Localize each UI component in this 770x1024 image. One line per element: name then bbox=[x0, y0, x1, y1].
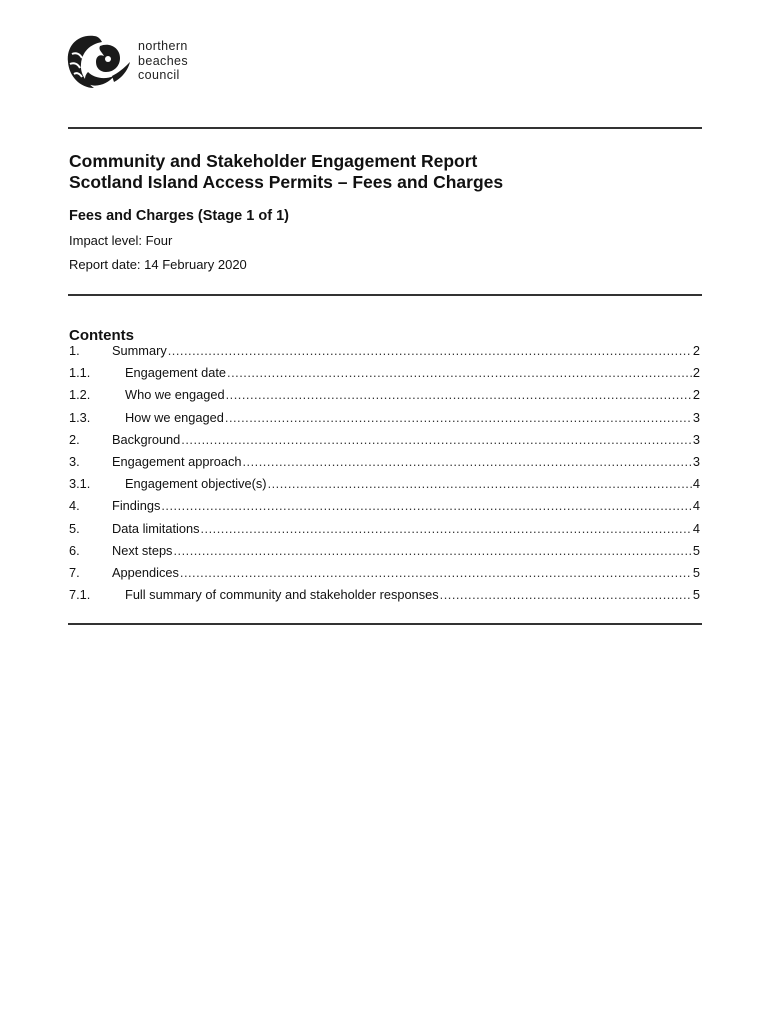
toc-dot-leader bbox=[200, 521, 691, 537]
toc-dot-leader bbox=[226, 387, 692, 403]
toc-entry-page-number: 3 bbox=[692, 431, 700, 447]
toc-entry-number: 7.1. bbox=[69, 587, 91, 603]
toc-entry[interactable] bbox=[69, 521, 700, 543]
toc-entry-label: Background bbox=[112, 431, 181, 447]
toc-entry-label: Engagement approach bbox=[112, 453, 242, 469]
toc-entry[interactable] bbox=[69, 476, 700, 498]
top-divider bbox=[68, 127, 702, 129]
toc-entry-label: Full summary of community and stakeholder responses bbox=[125, 587, 439, 603]
toc-dot-leader bbox=[161, 498, 692, 514]
toc-entry-label: Data limitations bbox=[112, 520, 200, 536]
toc-entry-number: 4. bbox=[69, 498, 80, 514]
logo-line: northern bbox=[138, 39, 188, 53]
logo-line: beaches bbox=[138, 53, 189, 68]
toc-dot-leader bbox=[440, 587, 692, 603]
toc-entry-label: Findings bbox=[112, 498, 161, 514]
toc-entry-number: 3. bbox=[69, 453, 80, 469]
toc-entry-page-number: 2 bbox=[692, 387, 700, 403]
council-emblem-icon bbox=[64, 32, 134, 92]
toc-dot-leader bbox=[225, 410, 692, 426]
impact-level: Impact level: Four bbox=[69, 233, 173, 248]
logo-line: council bbox=[138, 68, 180, 82]
toc-entry-page-number: 5 bbox=[692, 564, 700, 580]
middle-divider bbox=[68, 294, 702, 296]
contents-heading: Contents bbox=[69, 327, 134, 344]
toc-entry[interactable] bbox=[69, 454, 700, 476]
logo-wordmark bbox=[138, 39, 188, 83]
toc-dot-leader bbox=[173, 543, 691, 559]
toc-entry[interactable] bbox=[69, 565, 700, 587]
toc-entry[interactable] bbox=[69, 343, 700, 365]
report-title-line-2: Scotland Island Access Permits – Fees and Charges bbox=[69, 172, 504, 192]
toc-entry-label: Engagement date bbox=[125, 365, 227, 381]
toc-entry-label: Next steps bbox=[112, 542, 173, 558]
toc-entry-number: 1. bbox=[69, 343, 80, 358]
toc-entry[interactable] bbox=[69, 498, 700, 520]
report-title-line-1: Community and Stakeholder Engagement Report bbox=[69, 151, 478, 171]
toc-entry-number: 2. bbox=[69, 431, 80, 447]
toc-entry[interactable] bbox=[69, 432, 700, 454]
toc-entry-label: Who we engaged bbox=[125, 387, 225, 403]
toc-entry-number: 1.1. bbox=[69, 365, 91, 381]
report-subtitle: Fees and Charges (Stage 1 of 1) bbox=[69, 208, 289, 224]
toc-dot-leader bbox=[227, 365, 692, 381]
toc-entry-page-number: 4 bbox=[692, 498, 700, 514]
toc-entry-label: Engagement objective(s) bbox=[125, 476, 267, 492]
council-logo bbox=[64, 32, 214, 96]
toc-entry-page-number: 4 bbox=[692, 476, 700, 492]
toc-entry-label: Appendices bbox=[112, 564, 179, 580]
toc-dot-leader bbox=[168, 343, 692, 359]
toc-entry-number: 3.1. bbox=[69, 476, 91, 492]
toc-entry[interactable] bbox=[69, 543, 700, 565]
toc-entry[interactable] bbox=[69, 587, 700, 609]
toc-entry-number: 7. bbox=[69, 564, 80, 580]
toc-entry-page-number: 3 bbox=[692, 453, 700, 469]
toc-entry-number: 5. bbox=[69, 520, 80, 536]
bottom-divider bbox=[68, 623, 702, 625]
toc-entry-page-number: 2 bbox=[692, 365, 700, 381]
report-title bbox=[69, 151, 503, 193]
toc-entry[interactable] bbox=[69, 387, 700, 409]
toc-entry[interactable] bbox=[69, 365, 700, 387]
toc-entry-label: How we engaged bbox=[125, 409, 224, 425]
toc-entry[interactable] bbox=[69, 410, 700, 432]
toc-entry-page-number: 5 bbox=[692, 542, 700, 558]
toc-dot-leader bbox=[180, 565, 692, 581]
toc-entry-page-number: 5 bbox=[692, 587, 700, 603]
toc-entry-number: 1.3. bbox=[69, 409, 91, 425]
toc-entry-number: 6. bbox=[69, 542, 80, 558]
table-of-contents bbox=[69, 343, 700, 609]
toc-entry-label: Summary bbox=[112, 343, 167, 358]
toc-entry-number: 1.2. bbox=[69, 387, 91, 403]
toc-dot-leader bbox=[243, 454, 692, 470]
report-date: Report date: 14 February 2020 bbox=[69, 257, 247, 272]
toc-dot-leader bbox=[268, 476, 692, 492]
toc-dot-leader bbox=[181, 432, 692, 448]
toc-entry-page-number: 2 bbox=[692, 343, 700, 358]
toc-entry-page-number: 3 bbox=[692, 409, 700, 425]
toc-entry-page-number: 4 bbox=[692, 520, 700, 536]
